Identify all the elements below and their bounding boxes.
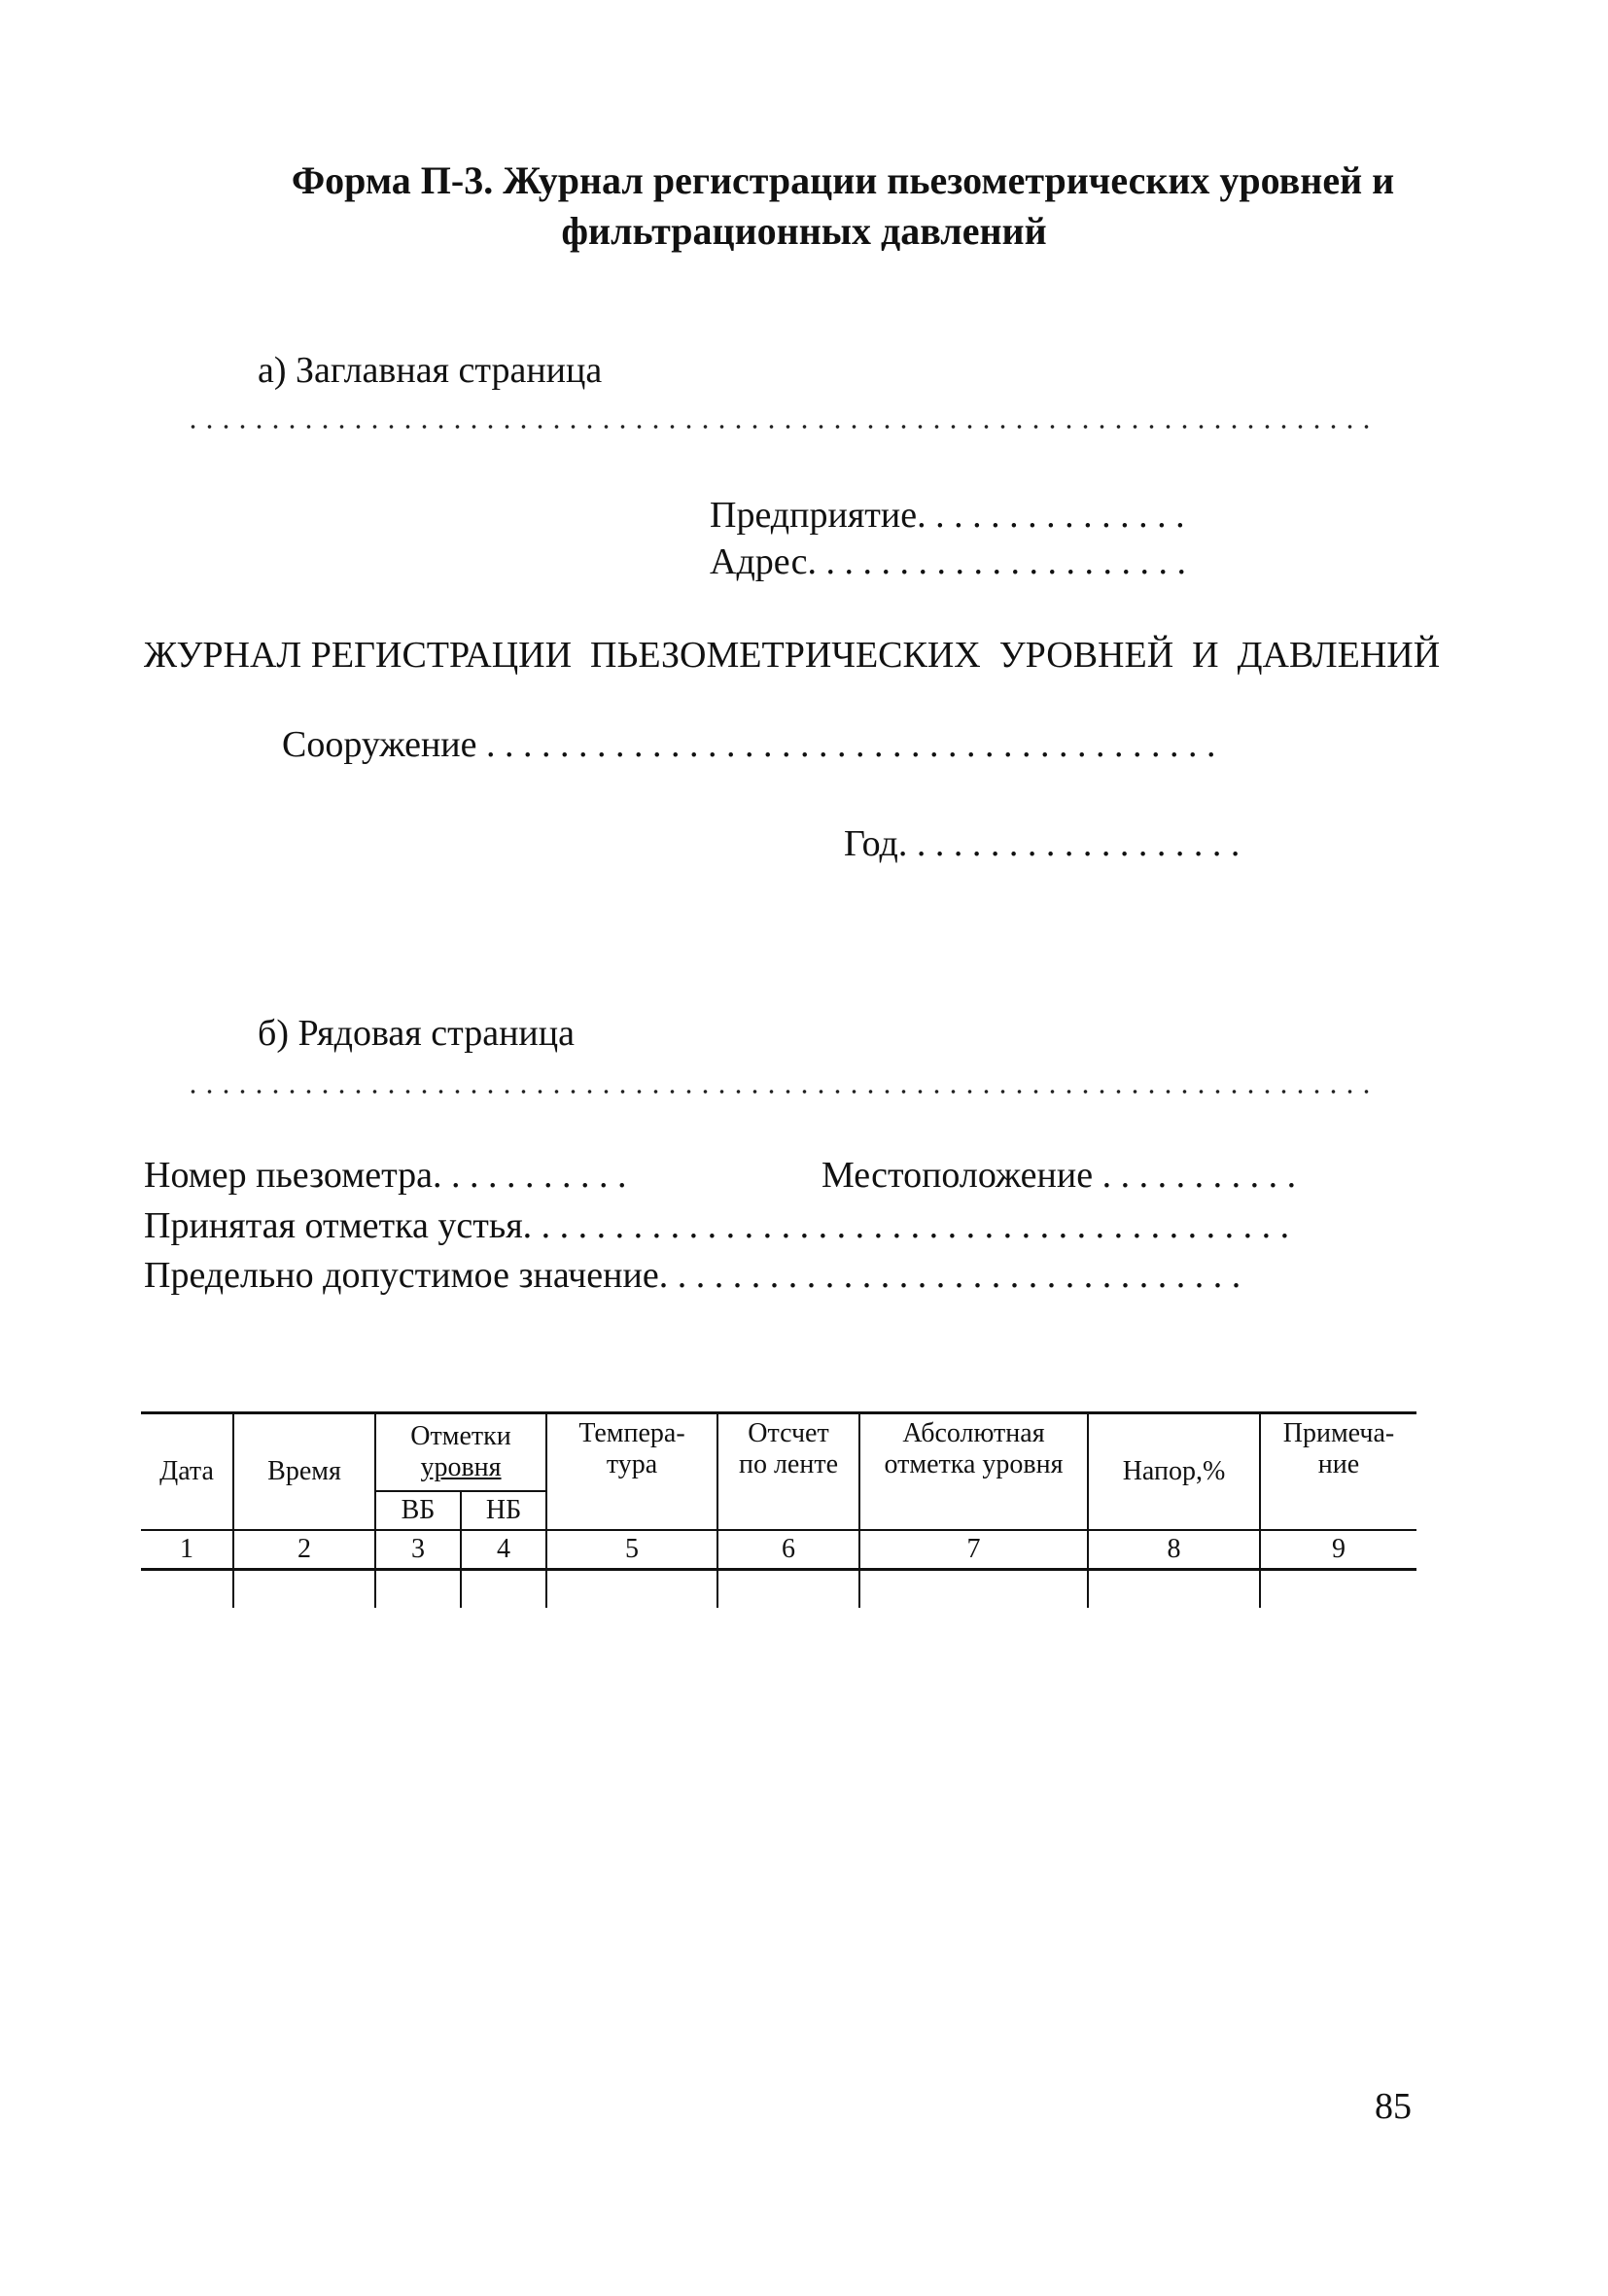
header-tape-reading: Отсчет по ленте xyxy=(717,1413,859,1531)
table-number-row xyxy=(141,1530,1416,1570)
header-absolute-level: Абсолютная отметка уровня xyxy=(859,1413,1088,1531)
header-level-marks: Отметки уровня xyxy=(375,1413,546,1492)
header-time: Время xyxy=(233,1413,375,1531)
journal-title: ЖУРНАЛ РЕГИСТРАЦИИ ПЬЕЗОМЕТРИЧЕСКИХ УРОВНЕЙ И ДАВЛЕНИЙ xyxy=(144,635,1441,676)
empty-cell xyxy=(375,1570,461,1609)
empty-cell xyxy=(546,1570,717,1609)
section-b-dotted-line xyxy=(185,1089,1381,1095)
mouth-mark-field: Принятая отметка устья. . . . . . . . . . . . . . . . . . . . . . . . . . . . . . . . . . . . . . . . . . xyxy=(144,1205,1290,1246)
header-temperature: Темпера- тура xyxy=(546,1413,717,1531)
header-vb: ВБ xyxy=(375,1491,461,1530)
empty-cell xyxy=(1088,1570,1260,1609)
header-date: Дата xyxy=(141,1413,233,1531)
empty-cell xyxy=(717,1570,859,1609)
empty-cell xyxy=(141,1570,233,1609)
table-header-row xyxy=(141,1413,1416,1492)
column-number: 3 xyxy=(375,1530,461,1570)
page-number: 85 xyxy=(1375,2086,1412,2127)
limit-value-field: Предельно допустимое значение. . . . . . . . . . . . . . . . . . . . . . . . . . . . . . . . xyxy=(144,1255,1241,1296)
empty-cell xyxy=(859,1570,1088,1609)
column-number: 7 xyxy=(859,1530,1088,1570)
enterprise-field: Предприятие. . . . . . . . . . . . . . . xyxy=(710,495,1185,536)
column-number: 4 xyxy=(461,1530,546,1570)
column-number: 6 xyxy=(717,1530,859,1570)
table-empty-row xyxy=(141,1570,1416,1609)
section-b-heading: б) Рядовая страница xyxy=(258,1013,575,1054)
empty-cell xyxy=(1260,1570,1416,1609)
form-title-line1: Форма П-3. Журнал регистрации пьезометрических уровней и xyxy=(291,158,1395,202)
column-number: 1 xyxy=(141,1530,233,1570)
piezometer-number-field: Номер пьезометра. . . . . . . . . . . xyxy=(144,1155,627,1196)
header-note: Примеча- ние xyxy=(1260,1413,1416,1531)
structure-field: Сооружение . . . . . . . . . . . . . . . . . . . . . . . . . . . . . . . . . . . . . . . . xyxy=(282,724,1216,765)
year-field: Год. . . . . . . . . . . . . . . . . . . xyxy=(844,823,1241,864)
column-number: 8 xyxy=(1088,1530,1260,1570)
form-title-line2: фильтрационных давлений xyxy=(561,209,1047,253)
header-nb: НБ xyxy=(461,1491,546,1530)
journal-table xyxy=(141,1411,1416,1608)
location-field: Местоположение . . . . . . . . . . . xyxy=(821,1155,1297,1196)
column-number: 5 xyxy=(546,1530,717,1570)
address-field: Адрес. . . . . . . . . . . . . . . . . . . . . xyxy=(710,541,1186,582)
column-number: 2 xyxy=(233,1530,375,1570)
empty-cell xyxy=(461,1570,546,1609)
section-a-dotted-line xyxy=(185,424,1381,430)
empty-cell xyxy=(233,1570,375,1609)
column-number: 9 xyxy=(1260,1530,1416,1570)
section-a-heading: а) Заглавная страница xyxy=(258,350,603,391)
header-head-percent: Напор,% xyxy=(1088,1413,1260,1531)
